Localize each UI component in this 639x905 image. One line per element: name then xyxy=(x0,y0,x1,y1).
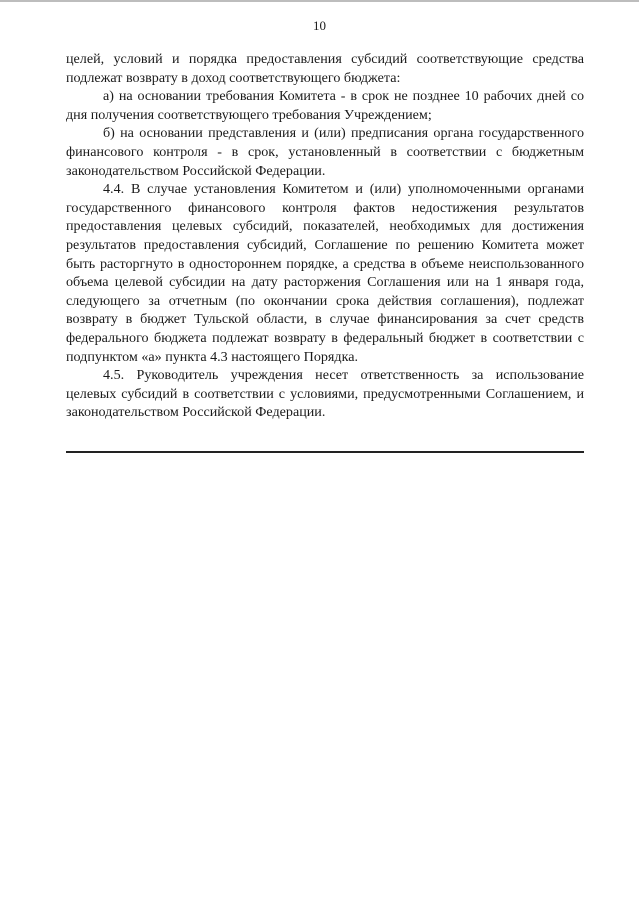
paragraph-4-4: 4.4. В случае установления Комитетом и (или) уполномоченными органами государственного финансового контроля фактов недостижения результатов предоставления целевых субсидий, показателей, необходимых для достижения результатов предоставления субсидий, Соглашение по решению Комитета может быть расторгнуто в одностороннем порядке, а средства в объеме неиспользованного объема целевой субсидии на дату расторжения Соглашения или на 1 января года, следующего за отчетным (по окончании срока действия соглашения), подлежат возврату в бюджет Тульской области, в случае финансирования за счет средств федерального бюджета подлежат возврату в федеральный бюджет в соответствии с подпунктом «а» пункта 4.3 настоящего Порядка. xyxy=(66,181,584,365)
scan-edge xyxy=(0,0,639,2)
horizontal-rule xyxy=(66,451,584,453)
paragraph-continuation: целей, условий и порядка предоставления субсидий соответствующие средства подлежат возврату в доход соответствующего бюджета: xyxy=(66,51,584,86)
document-body xyxy=(66,50,584,422)
paragraph-item-a: а) на основании требования Комитета - в срок не позднее 10 рабочих дней со дня получения соответствующего требования Учреждением; xyxy=(66,88,584,123)
page-number: 10 xyxy=(313,18,326,33)
paragraph-4-5: 4.5. Руководитель учреждения несет ответственность за использование целевых субсидий в соответствии с условиями, предусмотренными Соглашением, и законодательством Российской Федерации. xyxy=(66,367,584,421)
paragraph-item-b: б) на основании представления и (или) предписания органа государственного финансового контроля - в срок, установленный в соответствии с бюджетным законодательством Российской Федерации. xyxy=(66,125,584,179)
